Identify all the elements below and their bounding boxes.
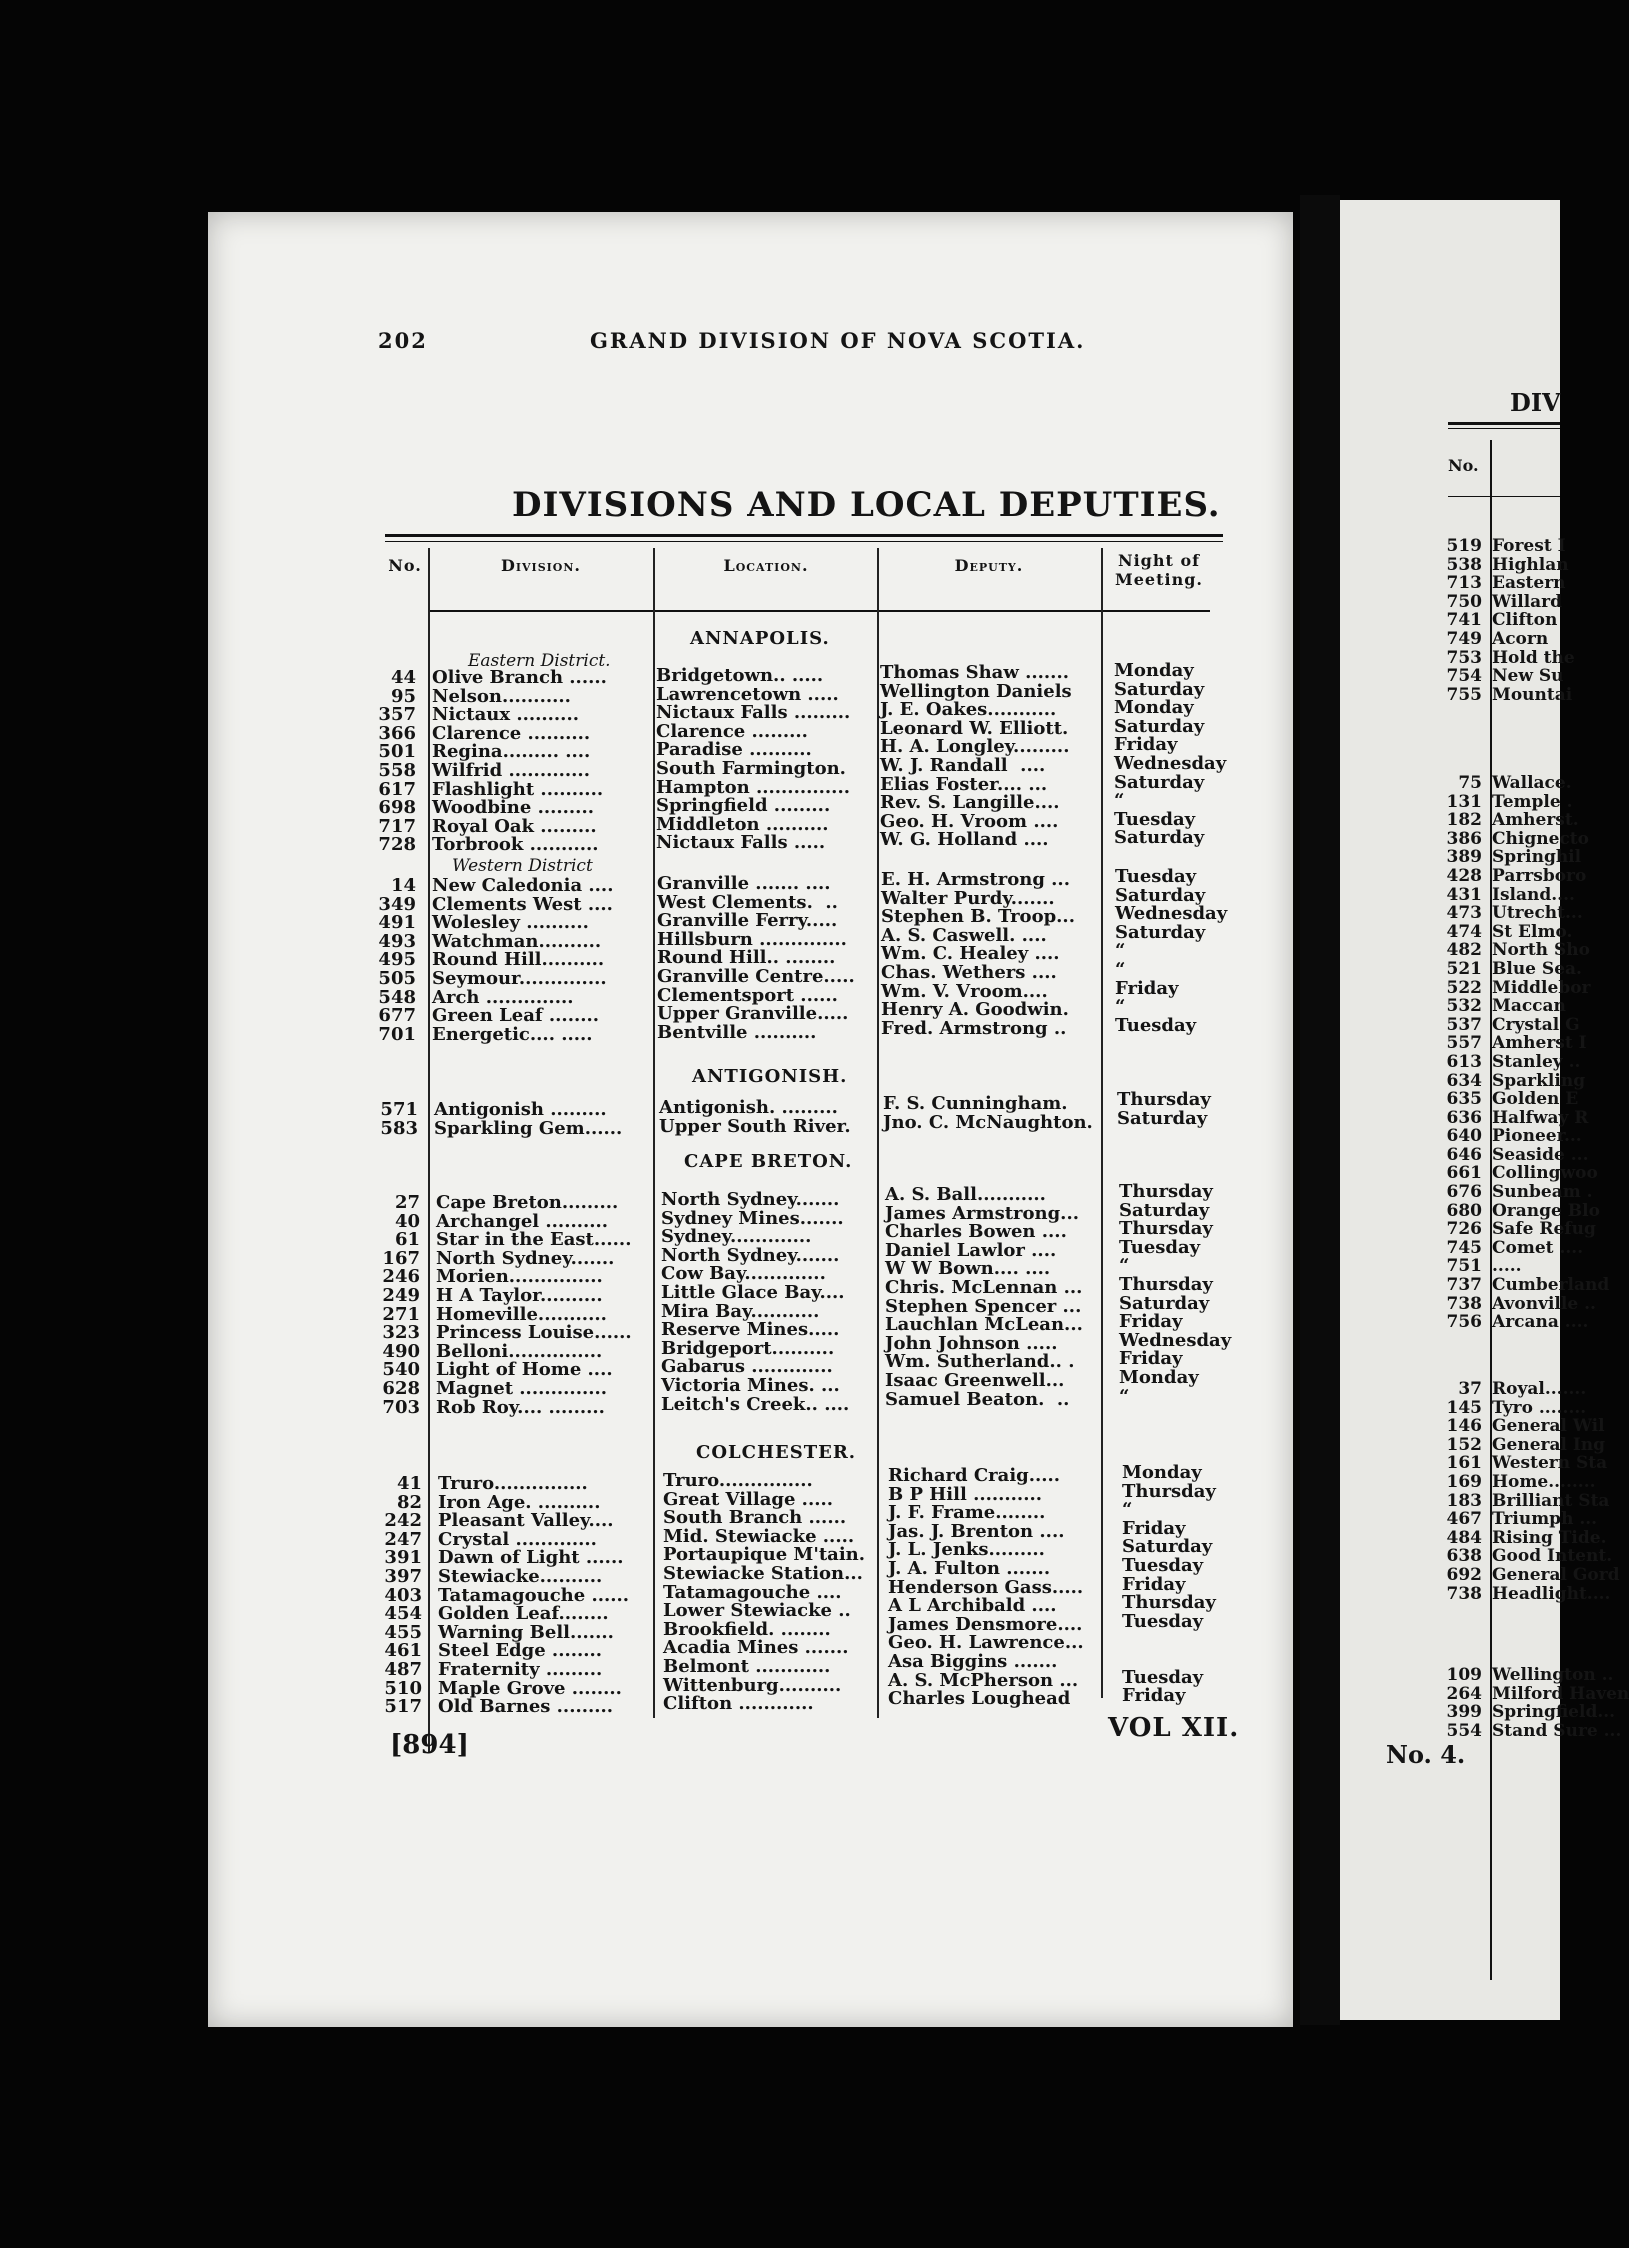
section-heading-annapolis: ANNAPOLIS. [690, 628, 830, 649]
annapolis-west-night: Tuesday Saturday Wednesday Saturday “ “ Friday “ Tuesday [1115, 866, 1228, 1036]
annapolis-west-division: New Caledonia .... Clements West .... Wolesley .......... Watchman.......... Round Hill.......... Seymour.............. Arch .............. Green Leaf ........ Energetic.... ..... [432, 875, 614, 1045]
facing-block4-no: 109 264 399 554 [1446, 1665, 1482, 1741]
cape-breton-location: North Sydney....... Sydney Mines....... Sydney............. North Sydney....... Cow Bay............. Little Glace Bay.... Mira Bay........... Reserve Mines..... Bridgeport.......... Gabarus ............. Victoria Mines. ... Leitch's Creek.. .... [661, 1189, 850, 1415]
facing-heading: DIV [1510, 388, 1561, 417]
column-header-location: Location. [723, 556, 809, 575]
antigonish-division: Antigonish ......... Sparkling Gem...... [434, 1099, 623, 1139]
footer-page-marker: [894] [390, 1730, 469, 1760]
column-header-night-line1: Night of [1117, 551, 1201, 570]
table-top-rule [385, 541, 1223, 542]
district-heading: Western District [452, 856, 593, 876]
cape-breton-deputy: A. S. Ball........... James Armstrong... Charles Bowen .... Daniel Lawlor .... W W Bown.... .... Chris. McLennan ... Stephen Spencer ... Lauchlan McLean... John Johnson ..... Wm. Sutherland.. . Isaac Greenwell... Samuel Beaton. .. [885, 1184, 1083, 1410]
section-heading-colchester: COLCHESTER. [696, 1442, 857, 1463]
page-number: 202 [378, 328, 428, 353]
column-header-night [1104, 551, 1214, 589]
facing-rule [1448, 428, 1560, 429]
facing-page [1340, 200, 1629, 2020]
column-divider [1101, 548, 1103, 1698]
annapolis-west-deputy: E. H. Armstrong ... Walter Purdy....... Stephen B. Troop... A. S. Caswell. .... Wm. C. Healey .... Chas. Wethers .... Wm. V. Vroom.... Henry A. Goodwin. Fred. Armstrong .. [881, 869, 1075, 1039]
facing-block2-name: Wallace. Temple . Amherst. Chignecto Springhil Parrsboro Island.... Utrecht... St Elmo. North Sho Blue Sea. Middlebor Maccan Crystal G Amherst I Stanley .. Sparkling Golden E Halfway R Pioneer... Seaside ... Collingwoo Sunbeam . Orange Blo Safe Refug Comet .... ..... Cumberland Avonville .. Arcana .... [1492, 773, 1610, 1333]
table-top-rule [385, 534, 1223, 537]
facing-block1-name: Forest I Highlan Eastern Willard Clifton Acorn Hold the New Su Mountai [1492, 536, 1575, 705]
facing-block2-no: 75 131 182 386 389 428 431 473 474 482 521 522 532 537 557 613 634 635 636 640 646 661 676 680 726 745 751 737 738 756 [1446, 773, 1482, 1333]
facing-block4-name: Wellington .. Milford Haven Springfield... Stand Sure ... [1492, 1665, 1629, 1741]
footer-volume: VOL XII. [1108, 1713, 1240, 1743]
facing-block3-no: 37 145 146 152 161 169 183 467 484 638 692 738 [1446, 1379, 1482, 1604]
district-heading: Eastern District. [468, 651, 611, 671]
column-header-no: No. [388, 556, 422, 575]
colchester-no: 41 82 242 247 391 397 403 454 455 461 487 510 517 [384, 1473, 422, 1718]
facing-no-header: No. [1448, 456, 1479, 475]
book-spine [1300, 195, 1340, 2025]
colchester-division: Truro............... Iron Age. .......... Pleasant Valley.... Crystal ............. Dawn of Light ...... Stewiacke.......... Tatamagouche ...... Golden Leaf........ Warning Bell....... Steel Edge ........ Fraternity ......... Maple Grove ........ Old Barnes ......... [438, 1473, 630, 1718]
annapolis-east-location: Bridgetown.. ..... Lawrencetown ..... Nictaux Falls ......... Clarence ......... Paradise .......... South Farmington. Hampton ............... Springfield ......... Middleton .......... Nictaux Falls ..... [656, 665, 851, 854]
cape-breton-night: Thursday Saturday Thursday Tuesday “ Thursday Saturday Friday Wednesday Friday Monday “ [1119, 1181, 1232, 1407]
annapolis-east-deputy: Thomas Shaw ....... Wellington Daniels J. E. Oakes........... Leonard W. Elliott. H. A. Longley......... W. J. Randall .... Elias Foster.... ... Rev. S. Langille.... Geo. H. Vroom .... W. G. Holland .... [880, 662, 1072, 851]
annapolis-east-division: Olive Branch ...... Nelson........... Nictaux .......... Clarence .......... Regina......... .... Wilfrid ............. Flashlight .......... Woodbine ......... Royal Oak ......... Torbrook ........... [432, 667, 607, 856]
facing-rule [1448, 422, 1560, 425]
antigonish-deputy: F. S. Cunningham. Jno. C. McNaughton. [883, 1093, 1093, 1133]
section-heading-antigonish: ANTIGONISH. [692, 1066, 848, 1087]
column-header-division: Division. [501, 556, 581, 575]
table-header-rule [430, 610, 1210, 612]
running-title: GRAND DIVISION OF NOVA SCOTIA. [590, 328, 1086, 353]
facing-footer: No. 4. [1386, 1740, 1466, 1769]
column-divider [877, 548, 879, 1718]
antigonish-location: Antigonish. ......... Upper South River. [659, 1097, 851, 1137]
column-header-deputy: Deputy. [954, 556, 1024, 575]
page-title: DIVISIONS AND LOCAL DEPUTIES. [512, 485, 1221, 525]
section-heading-cape-breton: CAPE BRETON. [684, 1151, 853, 1172]
annapolis-east-night: Monday Saturday Monday Saturday Friday Wednesday Saturday “ Tuesday Saturday [1114, 660, 1227, 849]
antigonish-night: Thursday Saturday [1117, 1089, 1211, 1129]
cape-breton-no: 27 40 61 167 246 249 271 323 490 540 628 703 [382, 1192, 420, 1418]
column-divider [653, 548, 655, 1718]
facing-rule [1448, 496, 1560, 497]
colchester-night: Monday Thursday “ Friday Saturday Tuesday Friday Thursday Tuesday Tuesday Friday [1122, 1462, 1216, 1707]
facing-block1-no: 519 538 713 750 741 749 753 754 755 [1446, 536, 1482, 705]
annapolis-east-no: 44 95 357 366 501 558 617 698 717 728 [378, 667, 416, 856]
colchester-location: Truro............... Great Village ..... South Branch ...... Mid. Stewiacke ..... Portaupique M'tain. Stewiacke Station... Tatamagouche .... Lower Stewiacke .. Brookfield. ........ Acadia Mines ....... Belmont ............ Wittenburg.......... Clifton ............ [663, 1470, 866, 1715]
annapolis-west-location: Granville ....... .... West Clements. .. Granville Ferry..... Hillsburn .............. Round Hill.. ........ Granville Centre..... Clementsport ...... Upper Granville..... Bentville .......... [657, 873, 855, 1043]
annapolis-west-no: 14 349 491 493 495 505 548 677 701 [378, 875, 416, 1045]
facing-block3-name: Royal....... Tyro ........ General Wil General Ing Western Sta Home........ Brilliant Sta Triumph ... Rising Tide. Good Intent. General Gord Headlight.... [1492, 1379, 1620, 1604]
column-header-night-line2: Meeting. [1115, 570, 1203, 589]
antigonish-no: 571 583 [380, 1099, 418, 1139]
cape-breton-division: Cape Breton......... Archangel .......... Star in the East...... North Sydney....... Morien............... H A Taylor.......... Homeville........... Princess Louise...... Belloni............... Light of Home .... Magnet .............. Rob Roy.... ......... [436, 1192, 632, 1418]
column-divider [428, 548, 430, 1753]
colchester-deputy: Richard Craig..... B P Hill ........... J. F. Frame........ Jas. J. Brenton .... J. L. Jenks......... J. A. Fulton ....... Henderson Gass..... A L Archibald .... James Densmore.... Geo. H. Lawrence... Asa Biggins ....... A. S. McPherson ... Charles Loughead [888, 1465, 1084, 1710]
